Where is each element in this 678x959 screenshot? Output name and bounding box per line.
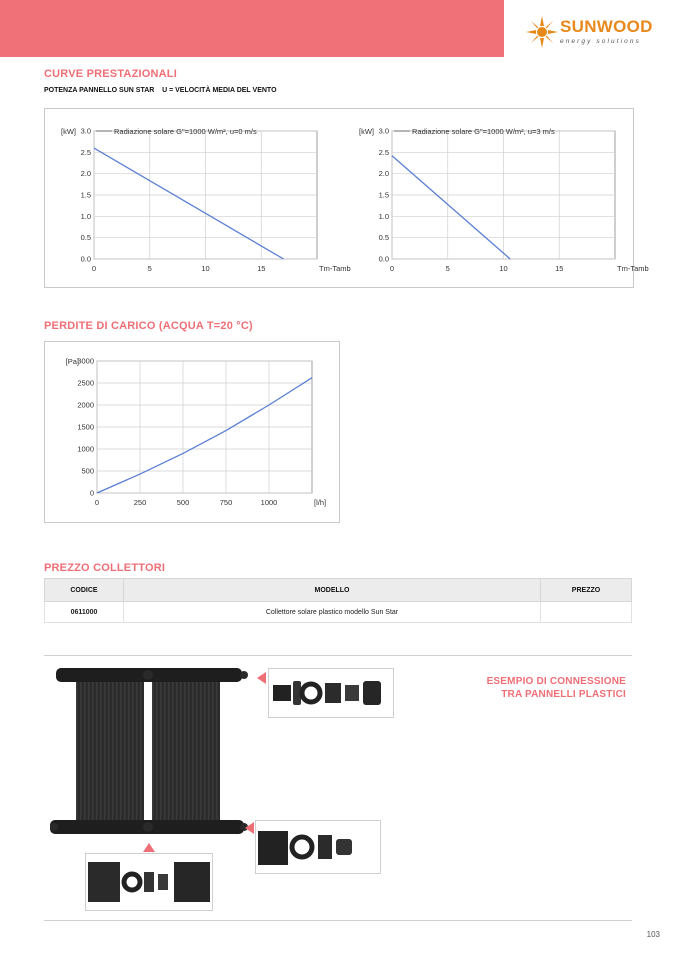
sun-icon <box>526 16 558 48</box>
callout-arrow-up <box>143 843 155 852</box>
callout-arrow-top <box>257 672 266 684</box>
pressure-chart-ytick-label: 2500 <box>77 378 94 388</box>
power-chart-u3-xtick-label: 15 <box>555 264 564 273</box>
brand-name: SUNWOOD <box>560 17 653 36</box>
divider-top <box>44 655 632 656</box>
pressure-chart-group <box>66 357 326 508</box>
cell-model: Collettore solare plastico modello Sun Star <box>124 602 541 623</box>
power-chart-u0-xtick-label: 5 <box>147 264 152 273</box>
power-chart-u3-xtick-label: 5 <box>445 264 450 273</box>
power-chart-u0-group <box>61 127 351 274</box>
header-band <box>0 0 504 57</box>
pressure-chart-ytick-label: 1000 <box>77 444 94 454</box>
power-chart-u0-ytick-label: 1.0 <box>80 211 91 221</box>
power-chart-u3-ytick-label: 3.0 <box>378 126 389 136</box>
table-header-row <box>45 579 632 602</box>
power-chart-u0-ytick-label: 2.5 <box>80 147 91 157</box>
power-chart-u3-xtick-label: 0 <box>389 264 395 273</box>
pressure-chart-xlabel: [l/h] <box>314 498 327 507</box>
pressure-chart-xtick-label: 250 <box>133 498 147 507</box>
connector-photo-bottom <box>85 853 213 911</box>
connector-image <box>256 821 380 873</box>
power-chart-u0-xtick-label: 10 <box>201 264 210 273</box>
performance-title: CURVE PRESTAZIONALI <box>44 68 177 80</box>
power-chart-u3-group <box>359 127 649 274</box>
pressure-chart-xtick-label: 0 <box>94 498 100 507</box>
power-chart-u3-ylabel: [kW] <box>359 127 374 136</box>
pressure-loss-chart <box>45 342 339 522</box>
panel-left <box>76 682 144 820</box>
brand-tagline: energy solutions <box>560 38 641 45</box>
pressure-chart-ytick-label: 2000 <box>77 400 94 410</box>
connector-image <box>269 669 393 717</box>
power-chart-u0-legend: Radiazione solare G"=1000 W/m², u=0 m/s <box>114 127 257 136</box>
power-chart-u0-xtick-label: 0 <box>91 264 97 273</box>
col-code: CODICE <box>45 579 124 602</box>
pressure-chart-xtick-label: 500 <box>176 498 190 507</box>
power-chart-u3-ytick-label: 2.5 <box>378 147 389 157</box>
pressure-chart-ytick-label: 1500 <box>77 422 94 432</box>
table-row <box>45 602 632 623</box>
pressure-chart-ytick-label: 3000 <box>77 356 94 366</box>
performance-subtitle: POTENZA PANNELLO SUN STAR U = VELOCITÀ MEDIA DEL VENTO <box>44 87 277 94</box>
price-table <box>44 578 632 623</box>
power-chart-u0-ylabel: [kW] <box>61 127 76 136</box>
power-chart-u3-ytick-label: 1.5 <box>378 190 389 200</box>
power-chart-u3-legend: Radiazione solare G"=1000 W/m², u=3 m/s <box>412 127 555 136</box>
connection-title-line2: TRA PANNELLI PLASTICI <box>501 689 626 700</box>
power-chart-u3-xtick-label: 10 <box>499 264 508 273</box>
pressure-chart-ytick-label: 0 <box>89 488 94 498</box>
power-chart-u3-xlabel: Tm-Tamb <box>617 264 649 273</box>
callout-arrow-bottom <box>245 822 254 834</box>
solar-panels-image <box>48 664 252 840</box>
pressure-title: PERDITE DI CARICO (ACQUA T=20 °C) <box>44 320 253 332</box>
cell-price <box>541 602 632 623</box>
power-chart-u0-ytick-label: 2.0 <box>80 169 91 179</box>
col-price: PREZZO <box>541 579 632 602</box>
pressure-chart-ytick-label: 500 <box>81 466 94 476</box>
page-number: 103 <box>646 930 660 939</box>
connection-title <box>487 675 626 701</box>
pressure-chart-xtick-label: 750 <box>219 498 233 507</box>
connector-photo-top <box>268 668 394 718</box>
divider-bottom <box>44 920 632 921</box>
connection-title-line1: ESEMPIO DI CONNESSIONE <box>486 676 626 687</box>
power-chart-u3-ytick-label: 0.5 <box>378 233 389 243</box>
brand-logo <box>526 14 666 50</box>
power-chart-u0-ytick-label: 1.5 <box>80 190 91 200</box>
power-chart-u0-xtick-label: 15 <box>257 264 266 273</box>
power-chart-u3-ytick-label: 2.0 <box>378 169 389 179</box>
col-model: MODELLO <box>124 579 541 602</box>
cell-code: 0611000 <box>45 602 124 623</box>
panel-right <box>152 682 220 820</box>
connector-image <box>86 854 212 910</box>
power-chart-u3-ytick-label: 0.0 <box>378 254 389 264</box>
power-chart-u3-ytick-label: 1.0 <box>378 211 389 221</box>
power-charts-panel <box>44 108 649 288</box>
power-chart-u0-ytick-label: 0.0 <box>80 254 91 264</box>
power-chart-u0 <box>45 109 649 287</box>
connector-photo-right <box>255 820 381 874</box>
pressure-chart-ylabel: [Pa] <box>65 357 79 366</box>
pressure-chart-xtick-label: 1000 <box>260 498 278 507</box>
power-chart-u0-ytick-label: 3.0 <box>80 126 91 136</box>
power-chart-u0-ytick-label: 0.5 <box>80 233 91 243</box>
power-chart-u0-xlabel: Tm-Tamb <box>319 264 351 273</box>
pressure-chart-panel <box>44 341 340 523</box>
prices-title: PREZZO COLLETTORI <box>44 562 166 574</box>
